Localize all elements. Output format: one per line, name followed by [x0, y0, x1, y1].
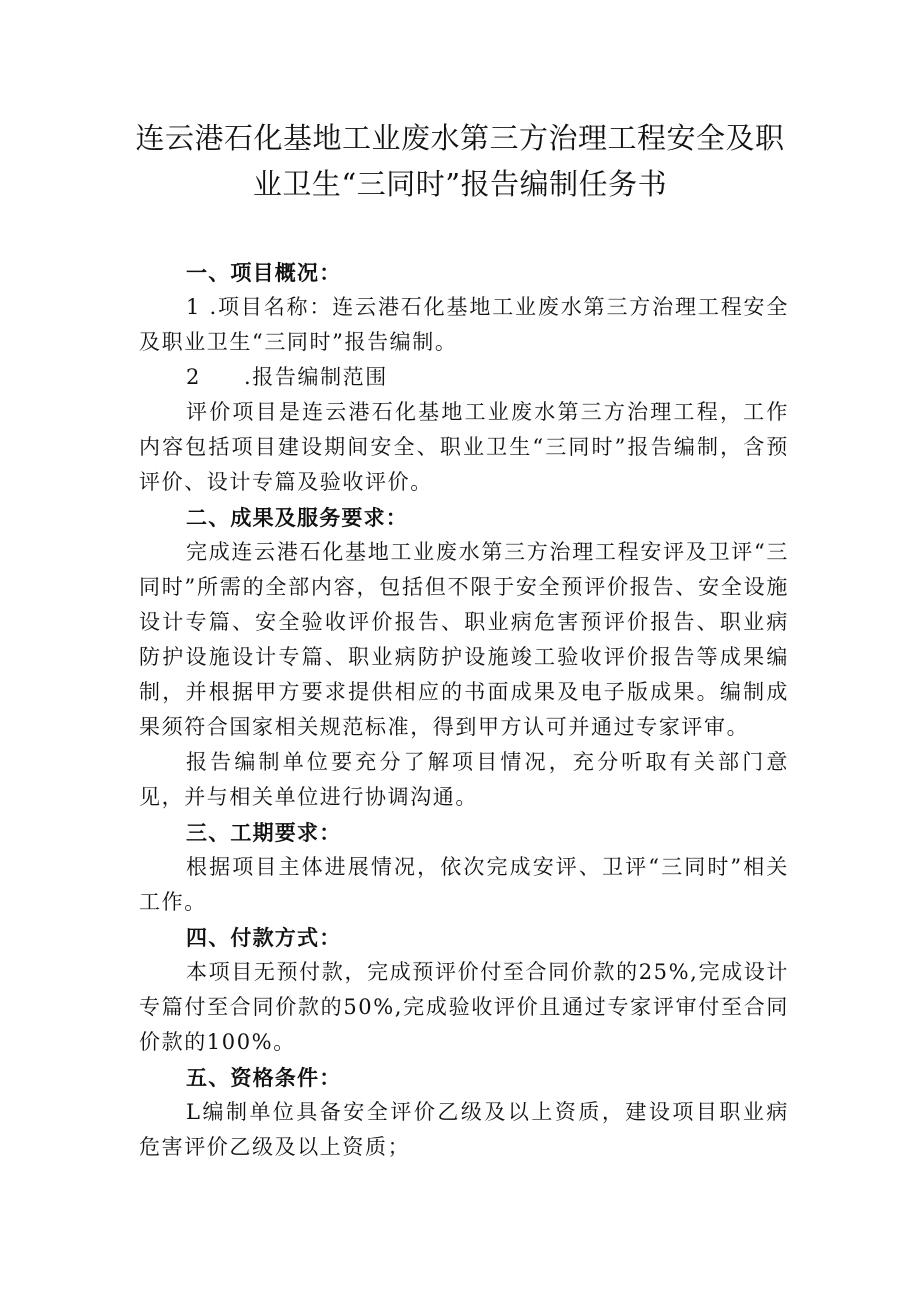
- section-heading-qualifications: 五、资格条件：: [186, 1065, 342, 1090]
- document-title-line-2: 业卫生“三同时”报告编制任务书: [252, 167, 668, 201]
- paragraph-deliverables: 完成连云港石化基地工业废水第三方治理工程安评及卫评“三同时”所需的全部内容，包括但不限于安全预评价报告、安全设施设计专篇、安全验收评价报告、职业病危害预评价报告、职业病防护设施设计专篇、职业病防护设施竣工验收评价报告等成果编制，并根据甲方要求提供相应的书面成果及电子版成果。编制成果须符合国家相关规范标准，得到甲方认可并通过专家评审。: [139, 540, 789, 739]
- section-heading-deliverables: 二、成果及服务要求：: [186, 505, 408, 530]
- paragraph-coordination: 报告编制单位要充分了解项目情况，充分听取有关部门意见，并与相关单位进行协调沟通。: [139, 750, 789, 809]
- section-heading-schedule: 三、工期要求：: [186, 820, 342, 845]
- document-body: [139, 255, 789, 1165]
- paragraph-project-name: 1 .项目名称：连云港石化基地工业废水第三方治理工程安全及职业卫生“三同时”报告编制。: [139, 295, 789, 354]
- section-heading-payment: 四、付款方式：: [186, 925, 342, 950]
- paragraph-report-scope: [139, 360, 789, 395]
- document-title-line-1: 连云港石化基地工业废水第三方治理工程安全及职: [135, 121, 785, 155]
- paragraph-evaluation-project: 评价项目是连云港石化基地工业废水第三方治理工程，工作内容包括项目建设期间安全、职业卫生“三同时”报告编制，含预评价、设计专篇及验收评价。: [139, 400, 789, 494]
- item-text: .报告编制范围: [244, 365, 388, 389]
- item-number: 2: [186, 365, 201, 389]
- paragraph-payment: 本项目无预付款，完成预评价付至合同价款的25%,完成设计专篇付至合同价款的50%,完成验收评价且通过专家评审付至合同价款的100%。: [139, 960, 789, 1054]
- section-heading-project-overview: 一、项目概况：: [186, 260, 342, 285]
- paragraph-qualifications: L编制单位具备安全评价乙级及以上资质，建设项目职业病危害评价乙级及以上资质；: [139, 1100, 789, 1159]
- paragraph-schedule: 根据项目主体进展情况，依次完成安评、卫评“三同时”相关工作。: [139, 855, 789, 914]
